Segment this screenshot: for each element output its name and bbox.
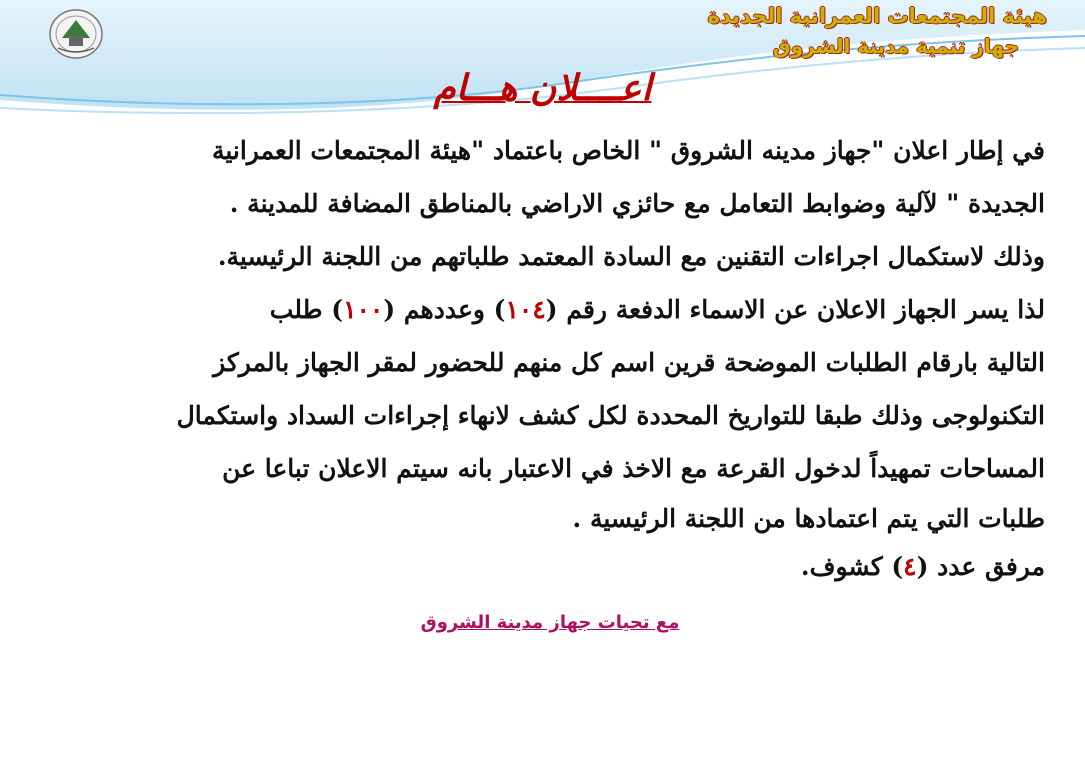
attachment-line bbox=[55, 543, 1045, 591]
body-line: التكنولوجى وذلك طبقا للتواريخ المحددة لكل كشف لانهاء إجراءات السداد واستكمال bbox=[176, 401, 1045, 430]
batch-text-mid: ) وعددهم ( bbox=[383, 295, 506, 324]
batch-number: ١٠٤ bbox=[505, 295, 546, 324]
announcement-body bbox=[55, 124, 1045, 591]
batch-text-pre: لذا يسر الجهاز الاعلان عن الاسماء الدفعة رقم ( bbox=[545, 295, 1045, 324]
count-number: ١٠٠ bbox=[343, 295, 384, 324]
body-line: في إطار اعلان "جهاز مدينه الشروق " الخاص باعتماد "هيئة المجتمعات العمرانية bbox=[211, 136, 1045, 165]
body-line: وذلك لاستكمال اجراءات التقنين مع السادة المعتمد طلباتهم من اللجنة الرئيسية. bbox=[217, 242, 1045, 271]
attachment-text-post: ) كشوف. bbox=[800, 552, 904, 581]
signoff-link[interactable]: مع تحيات جهاز مدينة الشروق bbox=[420, 612, 680, 633]
body-line: طلبات التي يتم اعتمادها من اللجنة الرئيسية . bbox=[572, 504, 1045, 533]
header-city-authority: جهاز تنمية مدينة الشروق bbox=[772, 34, 1019, 58]
attachment-count: ٤ bbox=[903, 552, 917, 581]
batch-text-post: ) طلب bbox=[269, 295, 344, 324]
body-line-batch bbox=[55, 283, 1045, 336]
header-org-name: هيئة المجتمعات العمرانية الجديدة bbox=[707, 4, 1047, 28]
body-line: الجديدة " لآلية وضوابط التعامل مع حائزي الاراضي بالمناطق المضافة للمدينة . bbox=[229, 189, 1045, 218]
attachment-text-pre: مرفق عدد ( bbox=[916, 552, 1045, 581]
body-line: المساحات تمهيداً لدخول القرعة مع الاخذ في الاعتبار بانه سيتم الاعلان تباعا عن bbox=[222, 454, 1045, 483]
body-line: التالية بارقام الطلبات الموضحة قرين اسم كل منهم للحضور لمقر الجهاز بالمركز bbox=[213, 348, 1045, 377]
authority-seal-icon bbox=[48, 8, 104, 60]
page-title: اعــــلان هـــام bbox=[433, 68, 652, 109]
